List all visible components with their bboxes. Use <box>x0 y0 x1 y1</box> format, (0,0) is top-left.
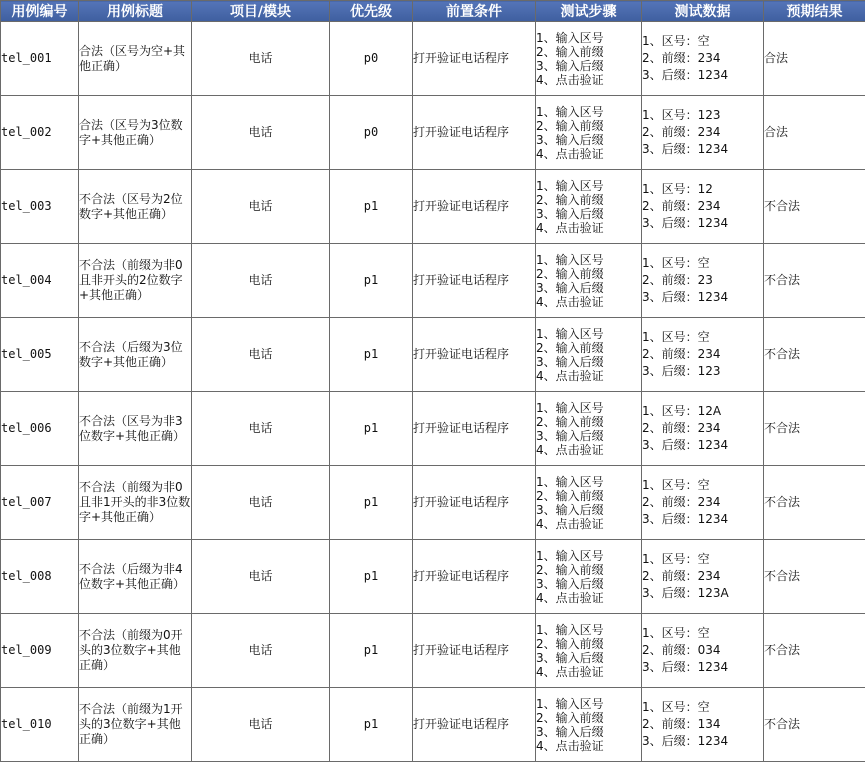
step-line: 4、点击验证 <box>536 738 604 753</box>
case-priority: p0 <box>330 96 413 170</box>
case-module: 电话 <box>192 392 330 466</box>
case-id: tel_010 <box>1 688 79 762</box>
data-line: 3、后缀：1234 <box>642 512 729 526</box>
case-steps <box>536 170 642 244</box>
step-line: 2、输入前缀 <box>536 118 604 133</box>
case-id: tel_003 <box>1 170 79 244</box>
case-priority: p1 <box>330 392 413 466</box>
case-title: 不合法（后缀为非4位数字+其他正确） <box>79 540 192 614</box>
step-line: 1、输入区号 <box>536 696 604 711</box>
case-steps <box>536 688 642 762</box>
header-test-data: 测试数据 <box>642 1 764 22</box>
case-id: tel_002 <box>1 96 79 170</box>
step-line: 1、输入区号 <box>536 548 604 563</box>
header-module: 项目/模块 <box>192 1 330 22</box>
case-expected-result: 不合法 <box>764 170 865 244</box>
table-row <box>1 540 865 614</box>
step-line: 2、输入前缀 <box>536 266 604 281</box>
case-expected-result: 不合法 <box>764 540 865 614</box>
header-row <box>1 1 865 22</box>
case-steps <box>536 318 642 392</box>
step-line: 1、输入区号 <box>536 474 604 489</box>
case-module: 电话 <box>192 96 330 170</box>
header-precondition: 前置条件 <box>413 1 536 22</box>
case-title: 不合法（前缀为0开头的3位数字+其他正确） <box>79 614 192 688</box>
case-priority: p1 <box>330 614 413 688</box>
data-line: 2、前缀：234 <box>642 199 721 213</box>
case-expected-result: 合法 <box>764 96 865 170</box>
case-id: tel_001 <box>1 22 79 96</box>
step-line: 1、输入区号 <box>536 252 604 267</box>
case-title: 不合法（前缀为1开头的3位数字+其他正确） <box>79 688 192 762</box>
step-line: 2、输入前缀 <box>536 562 604 577</box>
data-line: 2、前缀：234 <box>642 347 721 361</box>
header-case-id: 用例编号 <box>1 1 79 22</box>
case-steps <box>536 392 642 466</box>
table-row <box>1 466 865 540</box>
step-line: 3、输入后缀 <box>536 206 604 221</box>
case-expected-result: 不合法 <box>764 688 865 762</box>
case-module: 电话 <box>192 614 330 688</box>
case-test-data <box>642 318 764 392</box>
data-line: 1、区号：空 <box>642 34 710 48</box>
data-line: 2、前缀：234 <box>642 495 721 509</box>
case-priority: p1 <box>330 540 413 614</box>
case-test-data <box>642 466 764 540</box>
data-line: 3、后缀：1234 <box>642 290 729 304</box>
step-line: 3、输入后缀 <box>536 280 604 295</box>
header-expected-result: 预期结果 <box>764 1 865 22</box>
step-line: 2、输入前缀 <box>536 488 604 503</box>
step-line: 1、输入区号 <box>536 622 604 637</box>
step-line: 4、点击验证 <box>536 516 604 531</box>
data-line: 3、后缀：123A <box>642 586 729 600</box>
step-line: 3、输入后缀 <box>536 354 604 369</box>
case-steps <box>536 540 642 614</box>
step-line: 2、输入前缀 <box>536 636 604 651</box>
data-line: 1、区号：12 <box>642 182 713 196</box>
case-module: 电话 <box>192 22 330 96</box>
case-expected-result: 不合法 <box>764 614 865 688</box>
table-row <box>1 688 865 762</box>
table-row <box>1 170 865 244</box>
case-expected-result: 不合法 <box>764 318 865 392</box>
case-test-data <box>642 244 764 318</box>
case-precondition: 打开验证电话程序 <box>413 170 536 244</box>
data-line: 2、前缀：234 <box>642 51 721 65</box>
header-test-steps: 测试步骤 <box>536 1 642 22</box>
case-steps <box>536 614 642 688</box>
data-line: 2、前缀：234 <box>642 125 721 139</box>
case-test-data <box>642 540 764 614</box>
case-expected-result: 不合法 <box>764 244 865 318</box>
step-line: 3、输入后缀 <box>536 502 604 517</box>
table-row <box>1 614 865 688</box>
data-line: 3、后缀：1234 <box>642 142 729 156</box>
case-test-data <box>642 392 764 466</box>
step-line: 4、点击验证 <box>536 442 604 457</box>
case-test-data <box>642 96 764 170</box>
case-precondition: 打开验证电话程序 <box>413 96 536 170</box>
case-priority: p1 <box>330 318 413 392</box>
case-title: 不合法（后缀为3位数字+其他正确） <box>79 318 192 392</box>
case-precondition: 打开验证电话程序 <box>413 318 536 392</box>
case-expected-result: 不合法 <box>764 392 865 466</box>
case-module: 电话 <box>192 688 330 762</box>
case-expected-result: 合法 <box>764 22 865 96</box>
data-line: 1、区号：空 <box>642 478 710 492</box>
data-line: 2、前缀：134 <box>642 717 721 731</box>
step-line: 3、输入后缀 <box>536 576 604 591</box>
case-precondition: 打开验证电话程序 <box>413 244 536 318</box>
case-priority: p1 <box>330 170 413 244</box>
step-line: 2、输入前缀 <box>536 340 604 355</box>
case-steps <box>536 22 642 96</box>
step-line: 4、点击验证 <box>536 590 604 605</box>
case-precondition: 打开验证电话程序 <box>413 466 536 540</box>
case-title: 不合法（前缀为非0且非开头的2位数字+其他正确） <box>79 244 192 318</box>
table-row <box>1 392 865 466</box>
table-row <box>1 244 865 318</box>
data-line: 1、区号：123 <box>642 108 721 122</box>
case-module: 电话 <box>192 170 330 244</box>
step-line: 4、点击验证 <box>536 220 604 235</box>
case-precondition: 打开验证电话程序 <box>413 540 536 614</box>
case-precondition: 打开验证电话程序 <box>413 614 536 688</box>
case-title: 合法（区号为3位数字+其他正确） <box>79 96 192 170</box>
step-line: 4、点击验证 <box>536 146 604 161</box>
step-line: 4、点击验证 <box>536 294 604 309</box>
case-module: 电话 <box>192 540 330 614</box>
step-line: 4、点击验证 <box>536 368 604 383</box>
step-line: 4、点击验证 <box>536 72 604 87</box>
case-module: 电话 <box>192 244 330 318</box>
case-expected-result: 不合法 <box>764 466 865 540</box>
case-priority: p0 <box>330 22 413 96</box>
step-line: 3、输入后缀 <box>536 650 604 665</box>
table-row <box>1 318 865 392</box>
case-id: tel_009 <box>1 614 79 688</box>
data-line: 3、后缀：123 <box>642 364 721 378</box>
step-line: 2、输入前缀 <box>536 192 604 207</box>
step-line: 1、输入区号 <box>536 326 604 341</box>
data-line: 3、后缀：1234 <box>642 438 729 452</box>
data-line: 3、后缀：1234 <box>642 216 729 230</box>
case-precondition: 打开验证电话程序 <box>413 688 536 762</box>
data-line: 3、后缀：1234 <box>642 68 729 82</box>
case-steps <box>536 96 642 170</box>
step-line: 2、输入前缀 <box>536 710 604 725</box>
step-line: 3、输入后缀 <box>536 132 604 147</box>
step-line: 3、输入后缀 <box>536 724 604 739</box>
data-line: 3、后缀：1234 <box>642 734 729 748</box>
case-test-data <box>642 170 764 244</box>
data-line: 2、前缀：234 <box>642 569 721 583</box>
data-line: 3、后缀：1234 <box>642 660 729 674</box>
case-test-data <box>642 22 764 96</box>
step-line: 2、输入前缀 <box>536 414 604 429</box>
step-line: 1、输入区号 <box>536 400 604 415</box>
header-case-title: 用例标题 <box>79 1 192 22</box>
step-line: 1、输入区号 <box>536 178 604 193</box>
case-priority: p1 <box>330 466 413 540</box>
data-line: 2、前缀：23 <box>642 273 713 287</box>
table-row <box>1 22 865 96</box>
data-line: 2、前缀：034 <box>642 643 721 657</box>
table-row <box>1 96 865 170</box>
case-steps <box>536 466 642 540</box>
case-title: 不合法（区号为2位数字+其他正确） <box>79 170 192 244</box>
data-line: 1、区号：空 <box>642 552 710 566</box>
case-precondition: 打开验证电话程序 <box>413 392 536 466</box>
case-id: tel_006 <box>1 392 79 466</box>
case-priority: p1 <box>330 244 413 318</box>
case-id: tel_007 <box>1 466 79 540</box>
step-line: 2、输入前缀 <box>536 44 604 59</box>
data-line: 1、区号：空 <box>642 626 710 640</box>
data-line: 1、区号：空 <box>642 256 710 270</box>
step-line: 1、输入区号 <box>536 30 604 45</box>
case-module: 电话 <box>192 318 330 392</box>
header-priority: 优先级 <box>330 1 413 22</box>
data-line: 1、区号：12A <box>642 404 722 418</box>
step-line: 3、输入后缀 <box>536 58 604 73</box>
step-line: 1、输入区号 <box>536 104 604 119</box>
case-id: tel_008 <box>1 540 79 614</box>
case-id: tel_005 <box>1 318 79 392</box>
step-line: 4、点击验证 <box>536 664 604 679</box>
data-line: 1、区号：空 <box>642 330 710 344</box>
data-line: 2、前缀：234 <box>642 421 721 435</box>
case-title: 不合法（前缀为非0且非1开头的非3位数字+其他正确） <box>79 466 192 540</box>
case-steps <box>536 244 642 318</box>
case-test-data <box>642 614 764 688</box>
data-line: 1、区号：空 <box>642 700 710 714</box>
step-line: 3、输入后缀 <box>536 428 604 443</box>
case-title: 不合法（区号为非3位数字+其他正确） <box>79 392 192 466</box>
case-title: 合法（区号为空+其他正确） <box>79 22 192 96</box>
case-precondition: 打开验证电话程序 <box>413 22 536 96</box>
case-test-data <box>642 688 764 762</box>
case-id: tel_004 <box>1 244 79 318</box>
case-module: 电话 <box>192 466 330 540</box>
case-priority: p1 <box>330 688 413 762</box>
